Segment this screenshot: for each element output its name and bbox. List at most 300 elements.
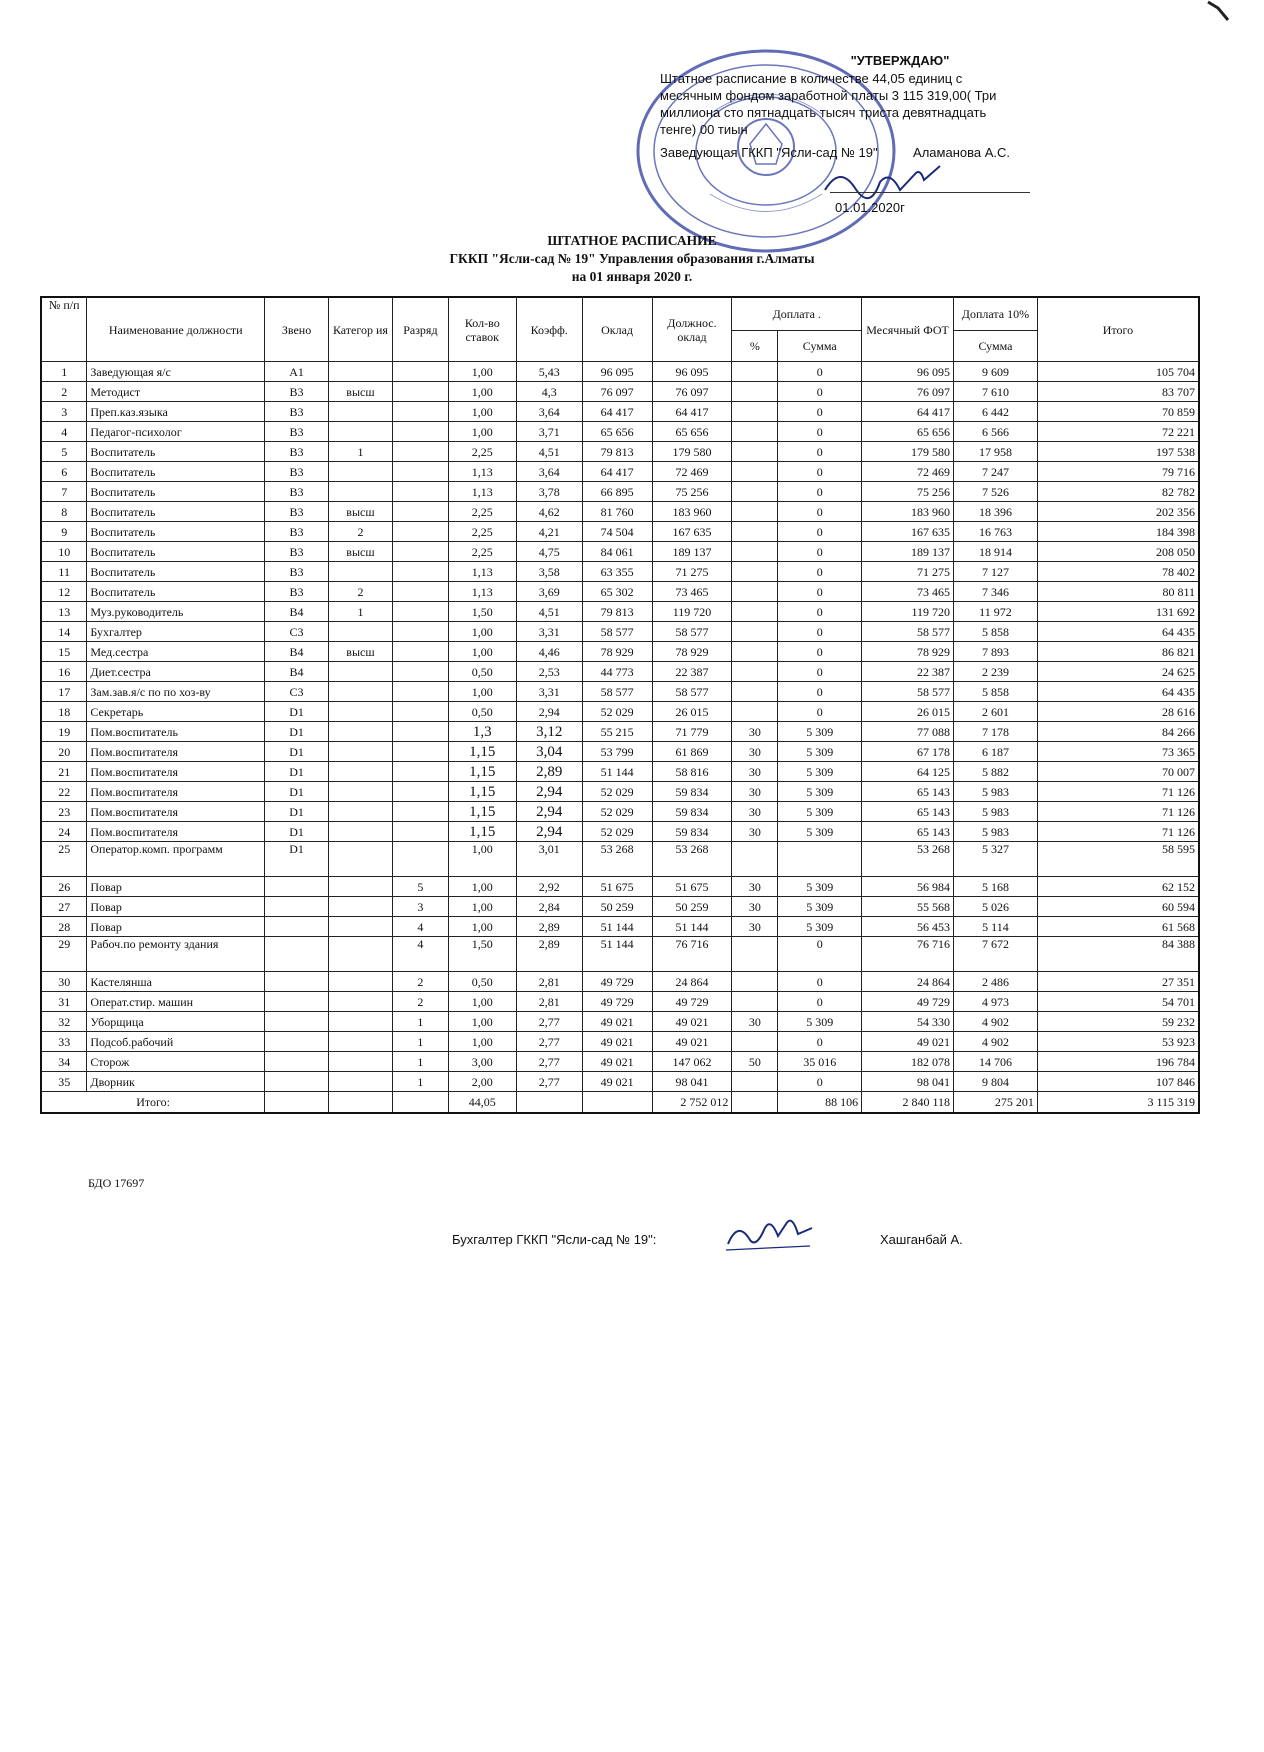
row-count: 1,15 (448, 742, 516, 762)
row-position: Пом.воспитатель (87, 722, 265, 742)
row-position: Зам.зав.я/с по по хоз-ву (87, 682, 265, 702)
row-count: 0,50 (448, 662, 516, 682)
row-num: 22 (41, 782, 87, 802)
row-doklad: 98 041 (652, 1072, 732, 1092)
row-doklad: 189 137 (652, 542, 732, 562)
row-oklad: 51 144 (582, 917, 652, 937)
row-position: Воспитатель (87, 522, 265, 542)
row-category (328, 937, 392, 972)
row-zveno: D1 (265, 722, 329, 742)
row-coef: 2,94 (516, 702, 582, 722)
header-count: Кол-во ставок (448, 297, 516, 362)
header-position: Наименование должности (87, 297, 265, 362)
row-total: 71 126 (1037, 782, 1199, 802)
row-num: 21 (41, 762, 87, 782)
row-coef: 2,92 (516, 877, 582, 897)
row-total: 70 007 (1037, 762, 1199, 782)
row-total: 84 266 (1037, 722, 1199, 742)
row-d10: 5 983 (954, 822, 1038, 842)
row-coef: 2,89 (516, 762, 582, 782)
row-razryad (392, 682, 448, 702)
row-count: 1,00 (448, 382, 516, 402)
row-zveno: В3 (265, 482, 329, 502)
row-razryad: 5 (392, 877, 448, 897)
row-num: 29 (41, 937, 87, 972)
row-pct (732, 442, 778, 462)
row-zveno: В4 (265, 602, 329, 622)
row-coef: 2,77 (516, 1032, 582, 1052)
row-d10: 7 526 (954, 482, 1038, 502)
row-count: 1,15 (448, 762, 516, 782)
row-razryad (392, 382, 448, 402)
row-doklad: 147 062 (652, 1052, 732, 1072)
row-count: 1,00 (448, 1032, 516, 1052)
approval-line-1: Штатное расписание в количестве 44,05 единиц с (660, 71, 963, 86)
row-oklad: 49 021 (582, 1052, 652, 1072)
row-razryad: 3 (392, 897, 448, 917)
row-zveno: А1 (265, 362, 329, 382)
row-count: 0,50 (448, 702, 516, 722)
row-position: Повар (87, 877, 265, 897)
document-title: ШТАТНОЕ РАСПИСАНИЕ (547, 233, 717, 248)
row-d10: 7 610 (954, 382, 1038, 402)
header-doplata-pct: % (732, 331, 778, 362)
row-doklad: 71 275 (652, 562, 732, 582)
row-category (328, 702, 392, 722)
row-zveno (265, 1032, 329, 1052)
row-fot: 96 095 (862, 362, 954, 382)
row-total: 107 846 (1037, 1072, 1199, 1092)
table-row (41, 972, 1199, 992)
approval-date: 01.01.2020г (835, 200, 905, 215)
row-razryad (392, 582, 448, 602)
row-sum: 0 (778, 602, 862, 622)
row-category (328, 1072, 392, 1092)
row-sum: 5 309 (778, 877, 862, 897)
row-position: Педагог-психолог (87, 422, 265, 442)
row-coef: 2,81 (516, 992, 582, 1012)
approval-name: Аламанова А.С. (913, 145, 1010, 160)
row-sum: 0 (778, 562, 862, 582)
row-d10: 11 972 (954, 602, 1038, 622)
row-category (328, 897, 392, 917)
row-count: 1,00 (448, 362, 516, 382)
row-fot: 56 984 (862, 877, 954, 897)
row-zveno: В3 (265, 462, 329, 482)
row-num: 4 (41, 422, 87, 442)
row-d10: 2 239 (954, 662, 1038, 682)
row-zveno: D1 (265, 762, 329, 782)
row-category: высш (328, 382, 392, 402)
row-sum: 0 (778, 702, 862, 722)
approval-position: Заведующая ГККП "Ясли-сад № 19" (660, 145, 878, 160)
totals-doklad: 2 752 012 (652, 1092, 732, 1114)
row-pct (732, 622, 778, 642)
row-doklad: 61 869 (652, 742, 732, 762)
row-sum: 0 (778, 442, 862, 462)
row-position: Рабоч.по ремонту здания (87, 937, 265, 972)
row-count: 1,00 (448, 402, 516, 422)
row-sum: 0 (778, 462, 862, 482)
row-category: высш (328, 502, 392, 522)
row-coef: 2,84 (516, 897, 582, 917)
row-num: 7 (41, 482, 87, 502)
row-doklad: 53 268 (652, 842, 732, 877)
row-position: Пом.воспитателя (87, 802, 265, 822)
accountant-signature (720, 1210, 820, 1258)
row-oklad: 79 813 (582, 602, 652, 622)
row-pct (732, 362, 778, 382)
row-count: 1,13 (448, 482, 516, 502)
row-razryad (392, 662, 448, 682)
row-category (328, 682, 392, 702)
row-total: 196 784 (1037, 1052, 1199, 1072)
row-num: 1 (41, 362, 87, 382)
row-count: 1,00 (448, 642, 516, 662)
row-total: 61 568 (1037, 917, 1199, 937)
row-fot: 78 929 (862, 642, 954, 662)
row-pct: 30 (732, 897, 778, 917)
row-fot: 76 716 (862, 937, 954, 972)
row-category (328, 662, 392, 682)
row-d10: 5 114 (954, 917, 1038, 937)
table-row (41, 562, 1199, 582)
table-row (41, 782, 1199, 802)
row-razryad (392, 562, 448, 582)
row-doklad: 71 779 (652, 722, 732, 742)
row-coef: 4,75 (516, 542, 582, 562)
row-total: 71 126 (1037, 822, 1199, 842)
row-coef: 3,64 (516, 462, 582, 482)
row-category (328, 1052, 392, 1072)
row-count: 3,00 (448, 1052, 516, 1072)
row-doklad: 58 577 (652, 682, 732, 702)
totals-sum: 88 106 (778, 1092, 862, 1114)
row-category (328, 1032, 392, 1052)
row-fot: 49 729 (862, 992, 954, 1012)
row-total: 24 625 (1037, 662, 1199, 682)
table-row (41, 462, 1199, 482)
row-coef: 2,89 (516, 937, 582, 972)
row-coef: 3,69 (516, 582, 582, 602)
row-d10: 5 026 (954, 897, 1038, 917)
row-coef: 2,89 (516, 917, 582, 937)
row-sum: 5 309 (778, 1012, 862, 1032)
row-category (328, 917, 392, 937)
row-oklad: 49 021 (582, 1012, 652, 1032)
row-coef: 4,51 (516, 442, 582, 462)
row-category: высш (328, 642, 392, 662)
row-sum: 5 309 (778, 742, 862, 762)
row-oklad: 64 417 (582, 462, 652, 482)
row-fot: 58 577 (862, 682, 954, 702)
row-category (328, 802, 392, 822)
row-position: Воспитатель (87, 502, 265, 522)
row-doklad: 26 015 (652, 702, 732, 722)
table-row (41, 402, 1199, 422)
row-oklad: 78 929 (582, 642, 652, 662)
row-d10: 17 958 (954, 442, 1038, 462)
row-position: Оператор.комп. программ (87, 842, 265, 877)
row-count: 2,25 (448, 502, 516, 522)
row-num: 20 (41, 742, 87, 762)
row-category (328, 877, 392, 897)
table-body (41, 362, 1199, 1092)
row-total: 70 859 (1037, 402, 1199, 422)
row-fot: 98 041 (862, 1072, 954, 1092)
approval-line-3: миллиона сто пятнадцать тысяч триста девятнадцать (660, 105, 987, 120)
row-zveno: D1 (265, 842, 329, 877)
row-oklad: 44 773 (582, 662, 652, 682)
row-category (328, 842, 392, 877)
row-pct: 30 (732, 782, 778, 802)
row-sum: 0 (778, 1032, 862, 1052)
row-count: 1,3 (448, 722, 516, 742)
row-category (328, 562, 392, 582)
row-category (328, 972, 392, 992)
row-category (328, 362, 392, 382)
row-position: Пом.воспитателя (87, 742, 265, 762)
row-zveno: D1 (265, 782, 329, 802)
totals-fot: 2 840 118 (862, 1092, 954, 1114)
row-sum: 0 (778, 662, 862, 682)
row-position: Пом.воспитателя (87, 762, 265, 782)
row-doklad: 183 960 (652, 502, 732, 522)
row-coef: 4,46 (516, 642, 582, 662)
row-doklad: 73 465 (652, 582, 732, 602)
header-doplata: Доплата . (732, 297, 862, 331)
row-sum: 5 309 (778, 822, 862, 842)
row-oklad: 52 029 (582, 802, 652, 822)
row-category (328, 742, 392, 762)
row-category (328, 782, 392, 802)
row-zveno: В3 (265, 562, 329, 582)
signature-line (830, 192, 1030, 193)
row-fot: 73 465 (862, 582, 954, 602)
row-count: 2,25 (448, 522, 516, 542)
row-num: 16 (41, 662, 87, 682)
row-d10: 18 396 (954, 502, 1038, 522)
row-total: 84 388 (1037, 937, 1199, 972)
row-category: высш (328, 542, 392, 562)
row-pct (732, 992, 778, 1012)
row-total: 131 692 (1037, 602, 1199, 622)
header-oklad: Оклад (582, 297, 652, 362)
totals-label: Итого: (41, 1092, 265, 1114)
row-oklad: 65 656 (582, 422, 652, 442)
header-doplata-sum: Сумма (778, 331, 862, 362)
row-category: 1 (328, 442, 392, 462)
row-total: 79 716 (1037, 462, 1199, 482)
row-total: 27 351 (1037, 972, 1199, 992)
row-fot: 22 387 (862, 662, 954, 682)
row-pct: 30 (732, 722, 778, 742)
row-d10: 16 763 (954, 522, 1038, 542)
row-sum (778, 842, 862, 877)
row-position: Воспитатель (87, 482, 265, 502)
row-sum: 5 309 (778, 722, 862, 742)
row-position: Сторож (87, 1052, 265, 1072)
row-zveno: В3 (265, 442, 329, 462)
row-oklad: 55 215 (582, 722, 652, 742)
row-doklad: 78 929 (652, 642, 732, 662)
row-pct (732, 937, 778, 972)
row-d10: 7 346 (954, 582, 1038, 602)
row-position: Методист (87, 382, 265, 402)
row-coef: 3,12 (516, 722, 582, 742)
row-doklad: 50 259 (652, 897, 732, 917)
row-num: 3 (41, 402, 87, 422)
row-num: 31 (41, 992, 87, 1012)
row-count: 1,00 (448, 917, 516, 937)
row-d10: 6 566 (954, 422, 1038, 442)
row-oklad: 96 095 (582, 362, 652, 382)
table-row (41, 522, 1199, 542)
row-d10: 7 893 (954, 642, 1038, 662)
row-fot: 119 720 (862, 602, 954, 622)
row-position: Воспитатель (87, 542, 265, 562)
row-razryad: 4 (392, 917, 448, 937)
row-fot: 55 568 (862, 897, 954, 917)
row-pct (732, 1032, 778, 1052)
row-zveno (265, 937, 329, 972)
row-razryad: 2 (392, 992, 448, 1012)
row-count: 2,00 (448, 1072, 516, 1092)
row-num: 26 (41, 877, 87, 897)
row-zveno: В3 (265, 502, 329, 522)
row-pct: 30 (732, 802, 778, 822)
table-row (41, 917, 1199, 937)
row-pct (732, 502, 778, 522)
row-d10: 9 609 (954, 362, 1038, 382)
row-count: 2,25 (448, 442, 516, 462)
table-row (41, 937, 1199, 972)
row-fot: 167 635 (862, 522, 954, 542)
row-d10: 14 706 (954, 1052, 1038, 1072)
row-num: 34 (41, 1052, 87, 1072)
row-num: 14 (41, 622, 87, 642)
row-fot: 179 580 (862, 442, 954, 462)
row-num: 28 (41, 917, 87, 937)
row-razryad (392, 522, 448, 542)
row-total: 105 704 (1037, 362, 1199, 382)
approval-title: "УТВЕРЖДАЮ" (850, 53, 950, 68)
totals-d10: 275 201 (954, 1092, 1038, 1114)
row-sum: 0 (778, 937, 862, 972)
row-num: 17 (41, 682, 87, 702)
table-row (41, 582, 1199, 602)
row-sum: 0 (778, 502, 862, 522)
table-row (41, 822, 1199, 842)
row-fot: 67 178 (862, 742, 954, 762)
row-razryad (392, 502, 448, 522)
row-fot: 64 125 (862, 762, 954, 782)
row-fot: 58 577 (862, 622, 954, 642)
row-sum: 0 (778, 682, 862, 702)
row-total: 73 365 (1037, 742, 1199, 762)
row-count: 1,50 (448, 602, 516, 622)
row-pct (732, 602, 778, 622)
header-fot: Месячный ФОТ (862, 297, 954, 362)
row-position: Повар (87, 897, 265, 917)
row-position: Пом.воспитателя (87, 782, 265, 802)
row-position: Муз.руководитель (87, 602, 265, 622)
row-category (328, 1012, 392, 1032)
row-d10: 5 858 (954, 622, 1038, 642)
row-num: 12 (41, 582, 87, 602)
row-razryad (392, 702, 448, 722)
header-coef: Коэфф. (516, 297, 582, 362)
row-count: 1,15 (448, 802, 516, 822)
totals-count: 44,05 (448, 1092, 516, 1114)
row-category: 1 (328, 602, 392, 622)
row-count: 1,50 (448, 937, 516, 972)
row-num: 19 (41, 722, 87, 742)
row-total: 80 811 (1037, 582, 1199, 602)
row-d10: 5 327 (954, 842, 1038, 877)
row-doklad: 72 469 (652, 462, 732, 482)
row-pct (732, 662, 778, 682)
table-row (41, 642, 1199, 662)
row-oklad: 52 029 (582, 702, 652, 722)
row-coef: 3,31 (516, 682, 582, 702)
table-row (41, 992, 1199, 1012)
row-zveno (265, 972, 329, 992)
table-row (41, 802, 1199, 822)
row-razryad (392, 742, 448, 762)
table-row (41, 422, 1199, 442)
row-razryad: 4 (392, 937, 448, 972)
table-row (41, 897, 1199, 917)
row-oklad: 76 097 (582, 382, 652, 402)
row-category (328, 762, 392, 782)
row-num: 6 (41, 462, 87, 482)
row-sum: 5 309 (778, 762, 862, 782)
row-oklad: 64 417 (582, 402, 652, 422)
row-oklad: 52 029 (582, 782, 652, 802)
row-zveno: В3 (265, 422, 329, 442)
row-fot: 54 330 (862, 1012, 954, 1032)
row-zveno (265, 877, 329, 897)
row-fot: 65 143 (862, 822, 954, 842)
row-sum: 0 (778, 972, 862, 992)
row-count: 1,00 (448, 877, 516, 897)
row-razryad: 1 (392, 1072, 448, 1092)
row-oklad: 49 021 (582, 1032, 652, 1052)
row-razryad (392, 622, 448, 642)
row-fot: 189 137 (862, 542, 954, 562)
row-oklad: 81 760 (582, 502, 652, 522)
row-total: 71 126 (1037, 802, 1199, 822)
row-oklad: 74 504 (582, 522, 652, 542)
row-coef: 5,43 (516, 362, 582, 382)
row-coef: 2,94 (516, 802, 582, 822)
row-count: 1,00 (448, 1012, 516, 1032)
row-doklad: 58 577 (652, 622, 732, 642)
row-zveno (265, 1052, 329, 1072)
table-row (41, 362, 1199, 382)
row-coef: 2,53 (516, 662, 582, 682)
footer-accountant-name: Хашганбай А. (880, 1232, 963, 1247)
row-d10: 5 983 (954, 802, 1038, 822)
row-fot: 65 143 (862, 802, 954, 822)
row-doklad: 49 021 (652, 1032, 732, 1052)
row-pct (732, 702, 778, 722)
row-total: 197 538 (1037, 442, 1199, 462)
row-sum: 0 (778, 362, 862, 382)
row-pct (732, 562, 778, 582)
row-position: Пом.воспитателя (87, 822, 265, 842)
